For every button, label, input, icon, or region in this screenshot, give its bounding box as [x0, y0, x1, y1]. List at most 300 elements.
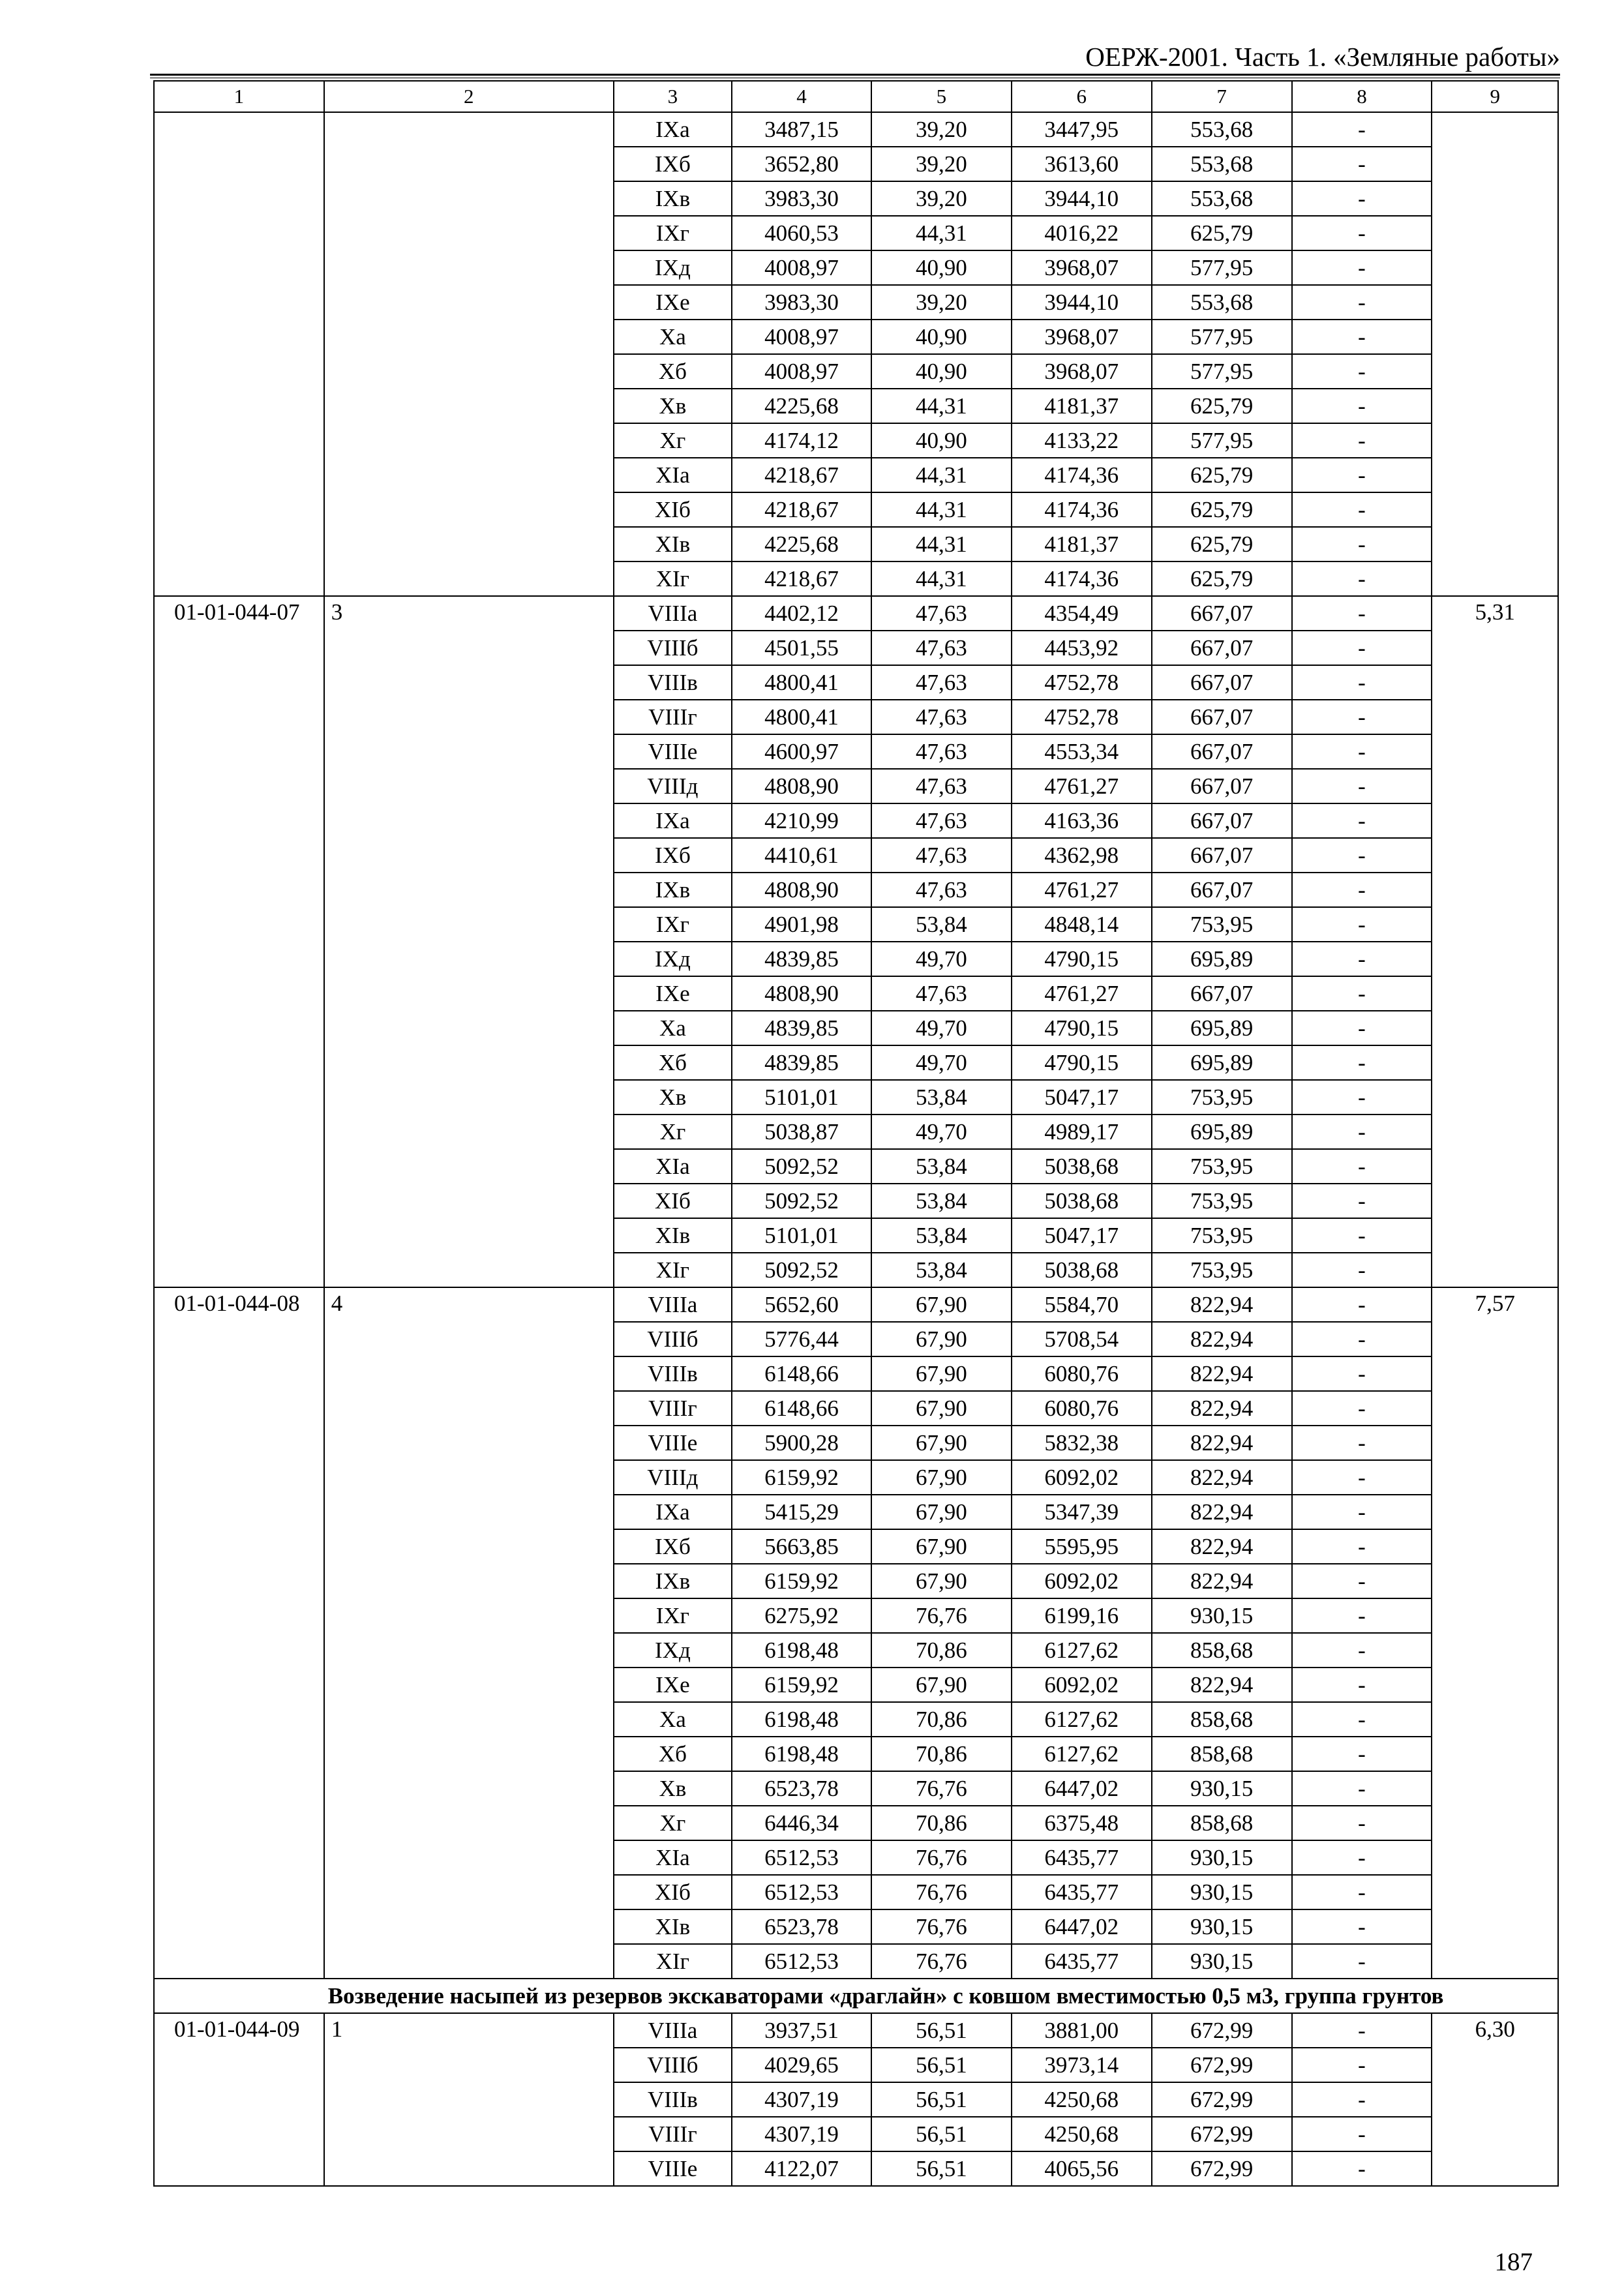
machinist-wages: 753,95 — [1152, 1184, 1292, 1218]
machinist-wages: 667,07 — [1152, 838, 1292, 873]
materials: - — [1292, 2082, 1432, 2117]
machine-operation: 5038,68 — [1012, 1253, 1152, 1287]
machine-operation: 3447,95 — [1012, 112, 1152, 147]
materials: - — [1292, 147, 1432, 181]
rate-code: 01-01-044-08 — [154, 1287, 324, 1979]
territorial-zone: IXг — [614, 216, 732, 250]
total-cost: 6198,48 — [732, 1633, 871, 1668]
total-cost: 4029,65 — [732, 2048, 871, 2082]
total-cost: 5092,52 — [732, 1149, 871, 1184]
territorial-zone: Xв — [614, 1080, 732, 1115]
machinist-wages: 822,94 — [1152, 1564, 1292, 1598]
machine-operation: 4133,22 — [1012, 423, 1152, 458]
machine-operation: 4362,98 — [1012, 838, 1152, 873]
materials: - — [1292, 1011, 1432, 1045]
machine-operation: 3973,14 — [1012, 2048, 1152, 2082]
machinist-wages: 753,95 — [1152, 1080, 1292, 1115]
machinist-wages: 667,07 — [1152, 976, 1292, 1011]
soil-group — [324, 112, 614, 596]
total-cost: 3983,30 — [732, 285, 871, 320]
machine-operation: 6092,02 — [1012, 1460, 1152, 1495]
machine-operation: 4790,15 — [1012, 1011, 1152, 1045]
machinist-wages: 667,07 — [1152, 596, 1292, 631]
machinist-wages: 822,94 — [1152, 1460, 1292, 1495]
total-cost: 5415,29 — [732, 1495, 871, 1529]
materials: - — [1292, 1184, 1432, 1218]
materials: - — [1292, 1771, 1432, 1806]
machinist-wages: 667,07 — [1152, 631, 1292, 665]
territorial-zone: Xв — [614, 1771, 732, 1806]
wages: 76,76 — [871, 1944, 1012, 1979]
soil-group: 3 — [324, 596, 614, 1287]
materials: - — [1292, 320, 1432, 354]
machinist-wages: 672,99 — [1152, 2117, 1292, 2151]
materials: - — [1292, 1045, 1432, 1080]
machinist-wages: 858,68 — [1152, 1702, 1292, 1737]
total-cost: 4218,67 — [732, 492, 871, 527]
total-cost: 6159,92 — [732, 1460, 871, 1495]
machinist-wages: 625,79 — [1152, 492, 1292, 527]
machine-operation: 4989,17 — [1012, 1115, 1152, 1149]
machine-operation: 4181,37 — [1012, 389, 1152, 423]
territorial-zone: VIIIе — [614, 734, 732, 769]
territorial-zone: VIIIг — [614, 700, 732, 734]
machine-operation: 4174,36 — [1012, 492, 1152, 527]
wages: 56,51 — [871, 2117, 1012, 2151]
wages: 76,76 — [871, 1875, 1012, 1909]
wages: 53,84 — [871, 1080, 1012, 1115]
wages: 44,31 — [871, 216, 1012, 250]
machine-operation: 5832,38 — [1012, 1426, 1152, 1460]
rates-table — [153, 80, 1559, 2187]
wages: 47,63 — [871, 734, 1012, 769]
wages: 67,90 — [871, 1391, 1012, 1426]
total-cost: 4225,68 — [732, 389, 871, 423]
total-cost: 4008,97 — [732, 354, 871, 389]
total-cost: 5663,85 — [732, 1529, 871, 1564]
materials: - — [1292, 2117, 1432, 2151]
machine-operation: 6199,16 — [1012, 1598, 1152, 1633]
total-cost: 4901,98 — [732, 907, 871, 942]
territorial-zone: Xг — [614, 1115, 732, 1149]
wages: 39,20 — [871, 181, 1012, 216]
territorial-zone: IXд — [614, 942, 732, 976]
total-cost: 4800,41 — [732, 665, 871, 700]
column-number: 2 — [324, 81, 614, 112]
materials: - — [1292, 1322, 1432, 1356]
total-cost: 4218,67 — [732, 561, 871, 596]
machinist-wages: 753,95 — [1152, 1149, 1292, 1184]
total-cost: 5101,01 — [732, 1080, 871, 1115]
machine-operation: 4250,68 — [1012, 2117, 1152, 2151]
territorial-zone: VIIIд — [614, 1460, 732, 1495]
territorial-zone: IXд — [614, 1633, 732, 1668]
wages: 56,51 — [871, 2082, 1012, 2117]
materials: - — [1292, 423, 1432, 458]
territorial-zone: VIIIг — [614, 2117, 732, 2151]
labor-cost: 7,57 — [1432, 1287, 1558, 1979]
machine-operation: 3968,07 — [1012, 250, 1152, 285]
territorial-zone: IXе — [614, 285, 732, 320]
column-number: 6 — [1012, 81, 1152, 112]
wages: 47,63 — [871, 976, 1012, 1011]
materials: - — [1292, 250, 1432, 285]
territorial-zone: XIб — [614, 492, 732, 527]
total-cost: 4839,85 — [732, 1045, 871, 1080]
machine-operation: 4848,14 — [1012, 907, 1152, 942]
machine-operation: 6127,62 — [1012, 1633, 1152, 1668]
wages: 47,63 — [871, 769, 1012, 803]
column-number: 8 — [1292, 81, 1432, 112]
total-cost: 6512,53 — [732, 1944, 871, 1979]
wages: 49,70 — [871, 1045, 1012, 1080]
machine-operation: 6127,62 — [1012, 1702, 1152, 1737]
wages: 47,63 — [871, 803, 1012, 838]
machinist-wages: 930,15 — [1152, 1771, 1292, 1806]
materials: - — [1292, 1668, 1432, 1702]
machine-operation: 6080,76 — [1012, 1356, 1152, 1391]
machine-operation: 6447,02 — [1012, 1909, 1152, 1944]
wages: 49,70 — [871, 942, 1012, 976]
machinist-wages: 667,07 — [1152, 769, 1292, 803]
wages: 70,86 — [871, 1702, 1012, 1737]
materials: - — [1292, 1529, 1432, 1564]
machinist-wages: 672,99 — [1152, 2082, 1292, 2117]
labor-cost: 6,30 — [1432, 2013, 1558, 2186]
materials: - — [1292, 1149, 1432, 1184]
machinist-wages: 672,99 — [1152, 2048, 1292, 2082]
total-cost: 4060,53 — [732, 216, 871, 250]
wages: 39,20 — [871, 112, 1012, 147]
wages: 47,63 — [871, 873, 1012, 907]
total-cost: 3937,51 — [732, 2013, 871, 2048]
wages: 39,20 — [871, 285, 1012, 320]
wages: 53,84 — [871, 1149, 1012, 1184]
wages: 67,90 — [871, 1564, 1012, 1598]
machinist-wages: 930,15 — [1152, 1875, 1292, 1909]
page-number: 187 — [1494, 2248, 1533, 2276]
machine-operation: 5047,17 — [1012, 1218, 1152, 1253]
machine-operation: 4752,78 — [1012, 700, 1152, 734]
machinist-wages: 930,15 — [1152, 1944, 1292, 1979]
section-title: Возведение насыпей из резервов экскаваторами «драглайн» с ковшом вместимостью 0,5 м3, группа грунтов — [324, 1979, 1558, 2013]
territorial-zone: Xа — [614, 320, 732, 354]
materials: - — [1292, 1598, 1432, 1633]
materials: - — [1292, 1875, 1432, 1909]
territorial-zone: IXе — [614, 1668, 732, 1702]
machinist-wages: 930,15 — [1152, 1840, 1292, 1875]
wages: 53,84 — [871, 1253, 1012, 1287]
wages: 67,90 — [871, 1356, 1012, 1391]
machine-operation: 4790,15 — [1012, 1045, 1152, 1080]
machine-operation: 4354,49 — [1012, 596, 1152, 631]
territorial-zone: IXг — [614, 1598, 732, 1633]
total-cost: 5900,28 — [732, 1426, 871, 1460]
column-number: 4 — [732, 81, 871, 112]
total-cost: 4218,67 — [732, 458, 871, 492]
machinist-wages: 753,95 — [1152, 1218, 1292, 1253]
machine-operation: 3881,00 — [1012, 2013, 1152, 2048]
materials: - — [1292, 285, 1432, 320]
materials: - — [1292, 1840, 1432, 1875]
column-number: 5 — [871, 81, 1012, 112]
total-cost: 6198,48 — [732, 1737, 871, 1771]
materials: - — [1292, 1115, 1432, 1149]
materials: - — [1292, 1564, 1432, 1598]
materials: - — [1292, 1218, 1432, 1253]
wages: 70,86 — [871, 1633, 1012, 1668]
machinist-wages: 553,68 — [1152, 181, 1292, 216]
wages: 67,90 — [871, 1287, 1012, 1322]
materials: - — [1292, 1495, 1432, 1529]
total-cost: 6446,34 — [732, 1806, 871, 1840]
total-cost: 6198,48 — [732, 1702, 871, 1737]
machine-operation: 6447,02 — [1012, 1771, 1152, 1806]
territorial-zone: VIIIб — [614, 2048, 732, 2082]
machinist-wages: 577,95 — [1152, 423, 1292, 458]
territorial-zone: VIIIа — [614, 2013, 732, 2048]
machinist-wages: 822,94 — [1152, 1287, 1292, 1322]
wages: 40,90 — [871, 250, 1012, 285]
wages: 76,76 — [871, 1909, 1012, 1944]
machine-operation: 5595,95 — [1012, 1529, 1152, 1564]
materials: - — [1292, 1253, 1432, 1287]
wages: 40,90 — [871, 354, 1012, 389]
territorial-zone: VIIIв — [614, 665, 732, 700]
total-cost: 4008,97 — [732, 250, 871, 285]
territorial-zone: Xв — [614, 389, 732, 423]
materials: - — [1292, 1737, 1432, 1771]
machine-operation: 6092,02 — [1012, 1668, 1152, 1702]
territorial-zone: IXа — [614, 1495, 732, 1529]
machinist-wages: 553,68 — [1152, 285, 1292, 320]
table-body — [154, 81, 1558, 2186]
machine-operation: 3968,07 — [1012, 320, 1152, 354]
machine-operation: 6127,62 — [1012, 1737, 1152, 1771]
territorial-zone: VIIIе — [614, 1426, 732, 1460]
table-row — [154, 112, 1558, 147]
materials: - — [1292, 1633, 1432, 1668]
territorial-zone: XIб — [614, 1184, 732, 1218]
territorial-zone: Xб — [614, 1737, 732, 1771]
machinist-wages: 858,68 — [1152, 1806, 1292, 1840]
total-cost: 6159,92 — [732, 1564, 871, 1598]
total-cost: 5092,52 — [732, 1184, 871, 1218]
territorial-zone: VIIIа — [614, 596, 732, 631]
territorial-zone: IXд — [614, 250, 732, 285]
total-cost: 4808,90 — [732, 873, 871, 907]
materials: - — [1292, 665, 1432, 700]
territorial-zone: XIб — [614, 1875, 732, 1909]
total-cost: 4839,85 — [732, 942, 871, 976]
total-cost: 6148,66 — [732, 1391, 871, 1426]
territorial-zone: IXа — [614, 803, 732, 838]
wages: 67,90 — [871, 1460, 1012, 1495]
wages: 53,84 — [871, 1184, 1012, 1218]
total-cost: 4307,19 — [732, 2117, 871, 2151]
wages: 49,70 — [871, 1115, 1012, 1149]
machinist-wages: 930,15 — [1152, 1598, 1292, 1633]
section-title-pad — [154, 1979, 324, 2013]
materials: - — [1292, 112, 1432, 147]
materials: - — [1292, 1356, 1432, 1391]
machinist-wages: 695,89 — [1152, 942, 1292, 976]
machine-operation: 4174,36 — [1012, 458, 1152, 492]
wages: 53,84 — [871, 907, 1012, 942]
machine-operation: 5038,68 — [1012, 1184, 1152, 1218]
total-cost: 4307,19 — [732, 2082, 871, 2117]
total-cost: 3983,30 — [732, 181, 871, 216]
materials: - — [1292, 2151, 1432, 2186]
machine-operation: 6435,77 — [1012, 1944, 1152, 1979]
machine-operation: 6435,77 — [1012, 1840, 1152, 1875]
total-cost: 3652,80 — [732, 147, 871, 181]
materials: - — [1292, 1460, 1432, 1495]
machine-operation: 4790,15 — [1012, 942, 1152, 976]
wages: 47,63 — [871, 631, 1012, 665]
total-cost: 4800,41 — [732, 700, 871, 734]
territorial-zone: VIIIг — [614, 1391, 732, 1426]
wages: 44,31 — [871, 389, 1012, 423]
total-cost: 6159,92 — [732, 1668, 871, 1702]
total-cost: 5776,44 — [732, 1322, 871, 1356]
table-row — [154, 596, 1558, 631]
machinist-wages: 695,89 — [1152, 1045, 1292, 1080]
territorial-zone: VIIIа — [614, 1287, 732, 1322]
machinist-wages: 577,95 — [1152, 250, 1292, 285]
machine-operation: 4163,36 — [1012, 803, 1152, 838]
total-cost: 4210,99 — [732, 803, 871, 838]
wages: 56,51 — [871, 2151, 1012, 2186]
wages: 44,31 — [871, 527, 1012, 561]
wages: 44,31 — [871, 561, 1012, 596]
machinist-wages: 822,94 — [1152, 1391, 1292, 1426]
total-cost: 6512,53 — [732, 1840, 871, 1875]
total-cost: 3487,15 — [732, 112, 871, 147]
machinist-wages: 858,68 — [1152, 1737, 1292, 1771]
total-cost: 6523,78 — [732, 1771, 871, 1806]
total-cost: 4808,90 — [732, 976, 871, 1011]
machine-operation: 4761,27 — [1012, 976, 1152, 1011]
machine-operation: 3968,07 — [1012, 354, 1152, 389]
machine-operation: 4453,92 — [1012, 631, 1152, 665]
materials: - — [1292, 354, 1432, 389]
wages: 53,84 — [871, 1218, 1012, 1253]
wages: 67,90 — [871, 1495, 1012, 1529]
materials: - — [1292, 492, 1432, 527]
rate-code: 01-01-044-09 — [154, 2013, 324, 2186]
machine-operation: 6092,02 — [1012, 1564, 1152, 1598]
materials: - — [1292, 769, 1432, 803]
wages: 67,90 — [871, 1426, 1012, 1460]
machine-operation: 4761,27 — [1012, 769, 1152, 803]
machinist-wages: 667,07 — [1152, 873, 1292, 907]
materials: - — [1292, 2013, 1432, 2048]
wages: 40,90 — [871, 423, 1012, 458]
materials: - — [1292, 458, 1432, 492]
wages: 44,31 — [871, 492, 1012, 527]
machinist-wages: 667,07 — [1152, 700, 1292, 734]
rate-code — [154, 112, 324, 596]
machinist-wages: 625,79 — [1152, 216, 1292, 250]
wages: 56,51 — [871, 2048, 1012, 2082]
territorial-zone: IXб — [614, 1529, 732, 1564]
territorial-zone: VIIIв — [614, 2082, 732, 2117]
materials: - — [1292, 976, 1432, 1011]
machinist-wages: 695,89 — [1152, 1115, 1292, 1149]
machinist-wages: 553,68 — [1152, 112, 1292, 147]
materials: - — [1292, 389, 1432, 423]
soil-group: 1 — [324, 2013, 614, 2186]
machine-operation: 4065,56 — [1012, 2151, 1152, 2186]
machinist-wages: 672,99 — [1152, 2013, 1292, 2048]
materials: - — [1292, 181, 1432, 216]
territorial-zone: VIIIб — [614, 631, 732, 665]
wages: 40,90 — [871, 320, 1012, 354]
machinist-wages: 822,94 — [1152, 1668, 1292, 1702]
machinist-wages: 667,07 — [1152, 734, 1292, 769]
section-title-row — [154, 1979, 1558, 2013]
total-cost: 4501,55 — [732, 631, 871, 665]
machinist-wages: 753,95 — [1152, 907, 1292, 942]
wages: 47,63 — [871, 596, 1012, 631]
materials: - — [1292, 1287, 1432, 1322]
wages: 67,90 — [871, 1529, 1012, 1564]
wages: 76,76 — [871, 1840, 1012, 1875]
total-cost: 4808,90 — [732, 769, 871, 803]
total-cost: 6148,66 — [732, 1356, 871, 1391]
column-number: 9 — [1432, 81, 1558, 112]
materials: - — [1292, 1426, 1432, 1460]
wages: 67,90 — [871, 1668, 1012, 1702]
total-cost: 4402,12 — [732, 596, 871, 631]
labor-cost: 5,31 — [1432, 596, 1558, 1287]
machine-operation: 6375,48 — [1012, 1806, 1152, 1840]
materials: - — [1292, 2048, 1432, 2082]
wages: 47,63 — [871, 838, 1012, 873]
machinist-wages: 625,79 — [1152, 458, 1292, 492]
materials: - — [1292, 700, 1432, 734]
wages: 56,51 — [871, 2013, 1012, 2048]
territorial-zone: XIг — [614, 1253, 732, 1287]
territorial-zone: IXв — [614, 873, 732, 907]
wages: 44,31 — [871, 458, 1012, 492]
machine-operation: 5038,68 — [1012, 1149, 1152, 1184]
territorial-zone: Xг — [614, 1806, 732, 1840]
materials: - — [1292, 527, 1432, 561]
territorial-zone: XIа — [614, 458, 732, 492]
territorial-zone: IXб — [614, 838, 732, 873]
wages: 70,86 — [871, 1806, 1012, 1840]
total-cost: 4839,85 — [732, 1011, 871, 1045]
territorial-zone: IXа — [614, 112, 732, 147]
total-cost: 4410,61 — [732, 838, 871, 873]
territorial-zone: XIа — [614, 1840, 732, 1875]
territorial-zone: Xб — [614, 354, 732, 389]
total-cost: 4600,97 — [732, 734, 871, 769]
machinist-wages: 822,94 — [1152, 1356, 1292, 1391]
territorial-zone: VIIIв — [614, 1356, 732, 1391]
machine-operation: 4553,34 — [1012, 734, 1152, 769]
total-cost: 4225,68 — [732, 527, 871, 561]
soil-group: 4 — [324, 1287, 614, 1979]
machinist-wages: 822,94 — [1152, 1322, 1292, 1356]
machine-operation: 4752,78 — [1012, 665, 1152, 700]
machine-operation: 3944,10 — [1012, 285, 1152, 320]
wages: 76,76 — [871, 1771, 1012, 1806]
territorial-zone: XIа — [614, 1149, 732, 1184]
total-cost: 4174,12 — [732, 423, 871, 458]
